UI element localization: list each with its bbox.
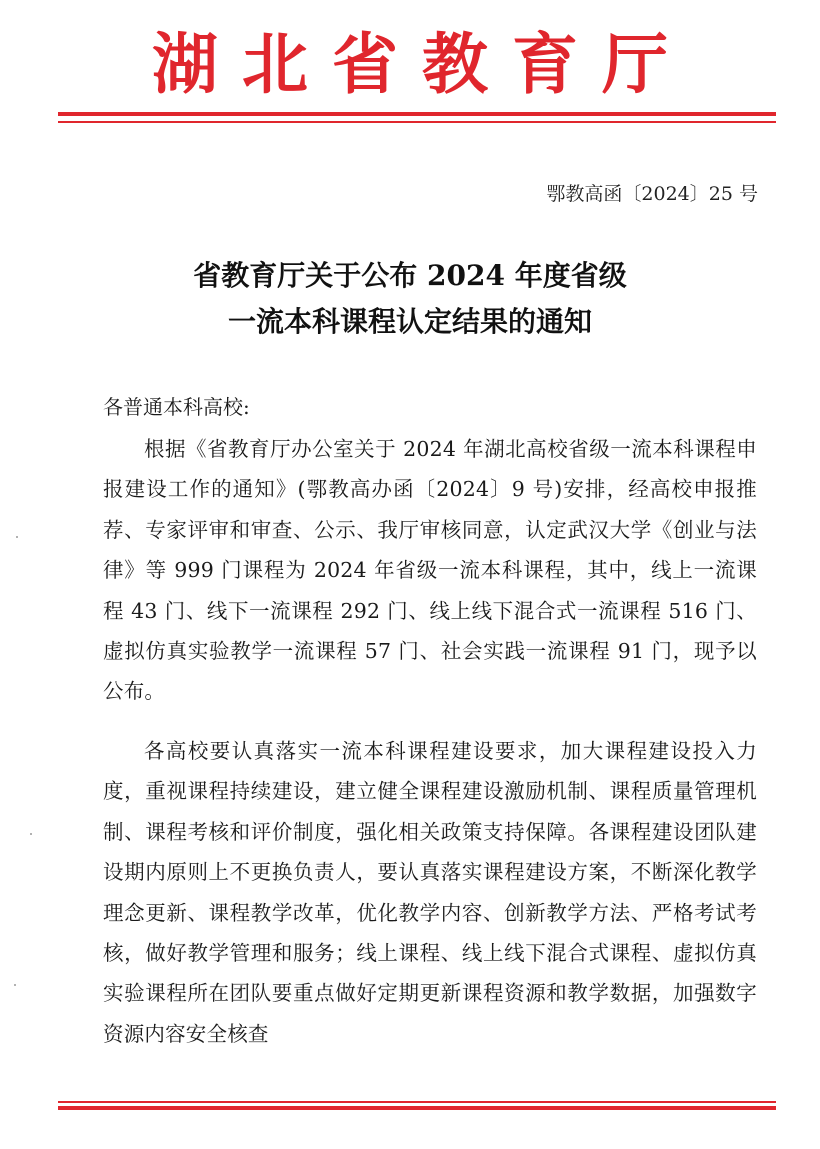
document-title-line-2: 一流本科课程认定结果的通知 <box>227 305 592 338</box>
scan-speck <box>16 536 18 538</box>
footer-red-rule-thick <box>58 1106 776 1110</box>
body-paragraph-2: 各高校要认真落实一流本科课程建设要求，加大课程建设投入力度，重视课程持续建设，建立健全课程建设激励机制、课程质量管理机制、课程考核和评价制度，强化相关政策支持保障。各课程建设团队建设期内原则上不更换负责人，要认真落实课程建设方案，不断深化教学理念更新、课程教学改革，优化教学内容、创新教学方法、严格考试考核，做好教学管理和服务；线上课程、线上线下混合式课程、虚拟仿真实验课程所在团队要重点做好定期更新课程资源和教学数据，加强数字资源内容安全核查 <box>103 739 757 1046</box>
document-number: 鄂教高函〔2024〕25 号 <box>546 183 758 205</box>
footer-red-rule-thin <box>58 1101 776 1103</box>
scan-speck <box>30 833 32 835</box>
salutation: 各普通本科高校: <box>103 395 250 419</box>
letterhead-title: 湖北省教育厅 <box>152 25 692 103</box>
body-paragraph-1: 根据《省教育厅办公室关于 2024 年湖北高校省级一流本科课程申报建设工作的通知》(鄂教高办函〔2024〕9 号)安排，经高校申报推荐、专家评审和审查、公示、我厅审核同意，认定武汉大学《创业与法律》等 999 门课程为 2024 年省级一流本科课程，其中，线上一流课程 43 门、线下一流课程 292 门、线上线下混合式一流课程 516 门、虚拟仿真实验教学一流课程 57 门、社会实践一流课程 91 门，现予以公布。 <box>103 437 757 704</box>
document-title-line-1: 省教育厅关于公布 2024 年度省级 <box>193 259 627 292</box>
header-red-rule-thin <box>58 121 776 123</box>
scan-speck <box>14 984 16 986</box>
header-red-rule-thick <box>58 112 776 116</box>
